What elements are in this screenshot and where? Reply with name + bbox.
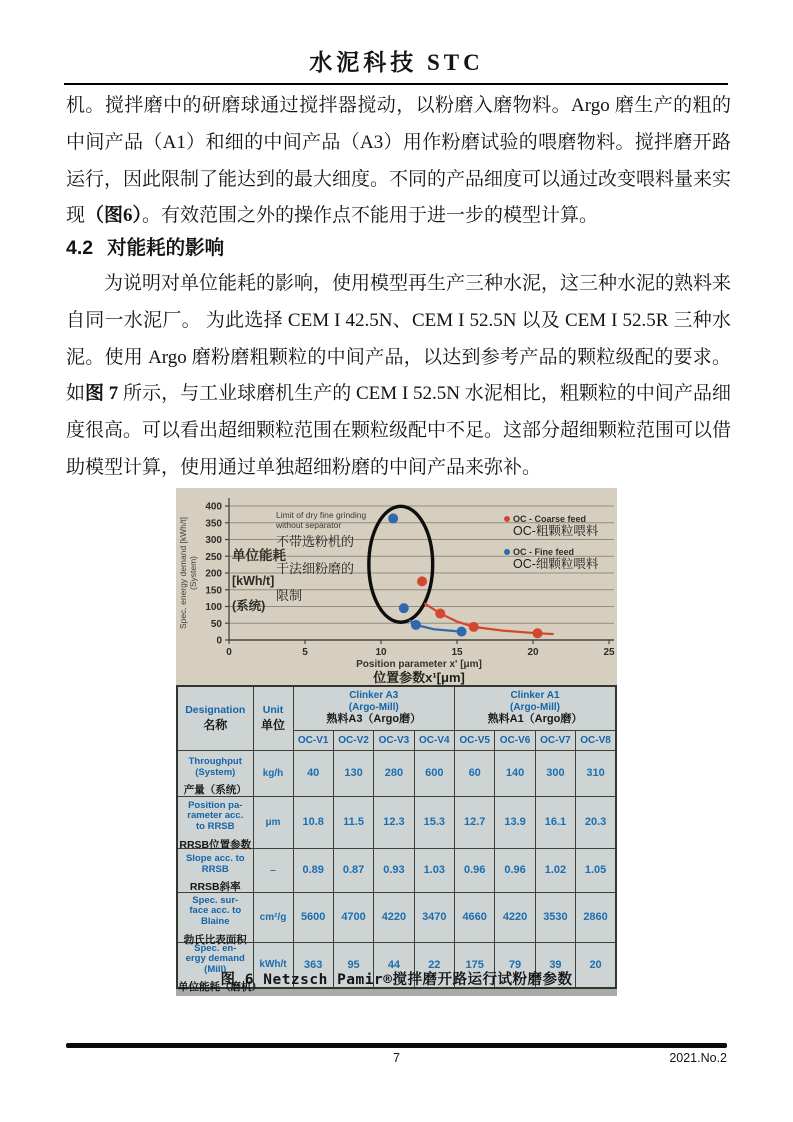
section-number: 4.2 xyxy=(66,237,94,259)
cell-text: 4220 xyxy=(381,911,407,923)
x-tick-label: 0 xyxy=(226,647,232,658)
cell-text: 5600 xyxy=(300,911,326,923)
y-label-inplot: (系统) xyxy=(232,599,266,613)
x-axis-label-en: Position parameter x' [μm] xyxy=(356,659,482,670)
cell-text: 13.9 xyxy=(504,816,526,828)
cell-text: OC-V6 xyxy=(499,734,531,746)
y-tick-label: 400 xyxy=(205,501,222,513)
table-cell xyxy=(455,848,495,892)
cell-text: OC-V1 xyxy=(297,734,329,746)
figure-6 xyxy=(176,488,617,996)
cell-text: 280 xyxy=(384,767,404,779)
table-cell xyxy=(414,892,454,942)
figure-6-reference: （图6） xyxy=(85,205,143,227)
table-cell xyxy=(293,796,333,848)
table-cell xyxy=(293,848,333,892)
cell-text: 12.7 xyxy=(463,816,486,828)
cell-text: 600 xyxy=(425,767,444,779)
cell-text: 0.93 xyxy=(383,864,405,876)
cell-text: 12.3 xyxy=(383,816,405,828)
table-row xyxy=(177,892,616,942)
y-label-inplot: 单位能耗 xyxy=(232,548,286,563)
y-tick-label: 300 xyxy=(205,535,222,546)
x-tick-label: 10 xyxy=(375,647,387,658)
cell-text: OC-V2 xyxy=(338,734,369,746)
y-axis-label-en: Spec. energy demand [kWh/t] xyxy=(178,517,188,629)
cell-text: 3530 xyxy=(543,911,568,923)
annotation-zh: 限制 xyxy=(276,588,303,603)
cell-text: 熟料A1（Argo磨） xyxy=(487,713,583,726)
cell-text: OC-V3 xyxy=(378,734,410,746)
cell-text: 2860 xyxy=(583,911,608,923)
table-cell xyxy=(374,848,414,892)
cell-text: Slope acc. to RRSB xyxy=(185,853,245,875)
cell-text: Spec. sur- face acc. to Blaine xyxy=(189,894,242,928)
table-row xyxy=(177,848,616,892)
cell-text: 4700 xyxy=(341,911,366,923)
cell-text: 4220 xyxy=(502,911,528,923)
annotation-zh: 不带选粉机的 xyxy=(276,534,355,549)
cell-text: 熟料A3（Argo磨） xyxy=(326,713,422,726)
table-cell xyxy=(455,892,495,942)
cell-text: 20.3 xyxy=(584,816,607,828)
cell-text: Position pa- rameter acc. to RRSB xyxy=(187,799,244,833)
cell-text: 79 xyxy=(508,958,522,971)
col-header-unit xyxy=(253,686,293,750)
table-cell xyxy=(576,892,616,942)
y-tick-label: 350 xyxy=(205,518,222,530)
table-cell xyxy=(333,848,373,892)
column-header xyxy=(333,730,373,750)
col-header-designation xyxy=(177,686,253,750)
cell-text: 363 xyxy=(304,958,323,971)
annotation-en: without separator xyxy=(276,520,342,530)
group-header xyxy=(293,686,455,730)
cell-text: 名称 xyxy=(203,717,228,732)
cell-text: 10.8 xyxy=(302,816,324,828)
cell-text: Clinker A1 (Argo-Mill) xyxy=(510,690,560,713)
cell-text: OC-V7 xyxy=(540,734,571,746)
paragraph-1 xyxy=(66,88,731,235)
cell-text: 1.05 xyxy=(584,864,607,876)
row-unit xyxy=(253,892,293,942)
paragraph-2 xyxy=(66,266,731,487)
data-point xyxy=(417,576,427,586)
row-unit xyxy=(253,750,293,796)
row-label xyxy=(177,848,253,892)
table-cell xyxy=(333,750,373,796)
table-cell xyxy=(576,848,616,892)
table-row xyxy=(177,796,616,848)
cell-text: Clinker A3 (Argo-Mill) xyxy=(348,690,399,713)
figure-table xyxy=(176,685,617,994)
cell-text: OC-V5 xyxy=(459,734,490,746)
data-point xyxy=(435,609,445,619)
data-point xyxy=(457,627,467,637)
column-header xyxy=(455,730,495,750)
header-rule xyxy=(64,83,728,85)
data-point xyxy=(533,628,543,638)
cell-text: 39 xyxy=(549,958,562,971)
table-cell xyxy=(495,848,535,892)
y-tick-label: 0 xyxy=(216,635,222,647)
cell-text: RRSB斜率 xyxy=(189,881,241,894)
cell-text: 产量（系统） xyxy=(183,784,247,797)
table-cell xyxy=(293,750,333,796)
table-cell xyxy=(576,750,616,796)
cell-text: RRSB位置参数 xyxy=(179,838,252,851)
table-cell xyxy=(535,796,575,848)
x-tick-label: 15 xyxy=(451,647,463,658)
table-cell xyxy=(293,892,333,942)
table-cell xyxy=(576,796,616,848)
cell-text: 0.96 xyxy=(504,864,526,876)
cell-text: 95 xyxy=(347,958,360,971)
column-header xyxy=(374,730,414,750)
cell-text: 勃氏比表面积 xyxy=(183,933,247,946)
journal-header xyxy=(66,44,727,77)
data-point xyxy=(388,513,398,523)
cell-text: μm xyxy=(265,816,281,828)
cell-text: Spec. en- ergy demand (Mill) xyxy=(185,942,245,975)
cell-text: kWh/t xyxy=(259,959,287,971)
table-cell xyxy=(414,848,454,892)
table-cell xyxy=(333,892,373,942)
cell-text: 60 xyxy=(468,767,481,779)
legend-label-zh: OC-细颗粒喂料 xyxy=(513,557,599,571)
cell-text: 16.1 xyxy=(544,816,567,828)
table-cell xyxy=(535,848,575,892)
table-cell xyxy=(455,750,495,796)
cell-text: – xyxy=(270,864,276,876)
cell-text: 40 xyxy=(307,767,320,779)
cell-text: 4660 xyxy=(462,911,487,923)
x-tick-label: 25 xyxy=(603,647,615,658)
cell-text: 300 xyxy=(546,767,565,779)
paragraph-2-text: 为说明对单位能耗的影响，使用模型再生产三种水泥，这三种水泥的熟料来自同一水泥厂。 为此选择 CEM I 42.5N、CEM I 52.5N 以及 CEM I 52.5R 三种水泥。使用 Argo 磨粉磨粗颗粒的中间产品，以达到参考产品的颗粒级配的要求。如 xyxy=(66,273,732,405)
figure-caption: 图 6 Netzsch Pamir®搅拌磨开路运行试粉磨参数 xyxy=(220,972,573,988)
table-cell xyxy=(374,796,414,848)
y-tick-label: 150 xyxy=(205,585,222,597)
cell-text: 15.3 xyxy=(423,816,446,828)
row-label xyxy=(177,750,253,796)
y-axis-label-en2: (System) xyxy=(188,556,198,590)
figure-chart xyxy=(176,488,617,685)
group-header xyxy=(455,686,617,730)
annotation-en: Limit of dry fine grinding xyxy=(276,510,367,520)
x-tick-label: 20 xyxy=(527,647,539,658)
table-cell xyxy=(414,750,454,796)
cell-text: Designation xyxy=(185,703,246,716)
cell-text: kg/h xyxy=(262,767,284,779)
cell-text: 11.5 xyxy=(343,816,364,828)
section-heading xyxy=(66,232,224,260)
cell-text: 130 xyxy=(344,767,363,779)
table-cell xyxy=(495,892,535,942)
cell-text: 0.87 xyxy=(342,864,365,876)
section-title: 对能耗的影响 xyxy=(107,237,225,259)
issue-label: 2021.No.2 xyxy=(669,1051,727,1065)
table-cell xyxy=(495,750,535,796)
paragraph-1-text-end: 。有效范围之外的操作点不能用于进一步的模型计算。 xyxy=(142,205,599,227)
paragraph-1-text: 机。搅拌磨中的研磨球通过搅拌器搅动，以粉磨入磨物料。Argo 磨生产的粗的中间产品（A1）和细的中间产品（A3）用作粉磨试验的喂磨物料。搅拌磨开路运行，因此限制了能达到的最大细度。不同的产品细度可以通过改变喂料量来实现 xyxy=(66,95,732,227)
legend-marker xyxy=(504,516,510,522)
cell-text: 140 xyxy=(505,767,525,779)
row-unit xyxy=(253,796,293,848)
cell-text: OC-V4 xyxy=(419,734,450,746)
y-tick-label: 50 xyxy=(210,618,222,630)
column-header xyxy=(495,730,535,750)
cell-text: 单位能耗（磨机） xyxy=(178,981,262,994)
table-cell xyxy=(333,796,373,848)
cell-text: 3470 xyxy=(422,911,447,923)
table-cell xyxy=(374,750,414,796)
x-axis-label-zh: 位置参数x¹[μm] xyxy=(373,670,465,685)
cell-text: cm²/g xyxy=(259,911,287,923)
cell-text: 20 xyxy=(589,958,602,971)
legend-label-en: OC - Fine feed xyxy=(513,547,575,557)
cell-text: Throughput (System) xyxy=(188,756,242,778)
cell-text: 310 xyxy=(586,767,605,779)
column-header xyxy=(576,730,616,750)
legend-label-zh: OC-粗颗粒喂料 xyxy=(513,524,599,538)
cell-text: 1.03 xyxy=(423,864,446,876)
y-tick-label: 250 xyxy=(205,551,222,563)
y-label-inplot: [kWh/t] xyxy=(232,574,275,588)
row-label xyxy=(177,796,253,851)
y-tick-label: 100 xyxy=(205,602,222,613)
table-cell xyxy=(535,750,575,796)
x-tick-label: 5 xyxy=(302,647,308,658)
cell-text: 22 xyxy=(428,958,441,971)
figure-7-reference: 图 7 xyxy=(85,383,119,405)
cell-text: 44 xyxy=(387,958,401,971)
table-cell xyxy=(374,892,414,942)
cell-text: Unit xyxy=(262,703,284,716)
table-cell xyxy=(495,796,535,848)
cell-text: 单位 xyxy=(260,717,285,732)
table-cell xyxy=(535,892,575,942)
row-unit xyxy=(253,848,293,892)
legend-marker xyxy=(504,549,510,555)
cell-text: 175 xyxy=(465,958,484,971)
column-header xyxy=(414,730,454,750)
journal-title: 水泥科技 STC xyxy=(309,50,484,75)
column-header xyxy=(535,730,575,750)
legend-label-en: OC - Coarse feed xyxy=(513,514,587,524)
data-point xyxy=(411,620,421,630)
data-point xyxy=(469,622,479,632)
y-tick-label: 200 xyxy=(205,568,222,580)
cell-text: OC-V8 xyxy=(580,734,611,746)
table-cell xyxy=(414,796,454,848)
page-number: 7 xyxy=(393,1051,400,1065)
footer-rule xyxy=(66,1043,727,1048)
paragraph-2-text-end: 所示，与工业球磨机生产的 CEM I 52.5N 水泥相比，粗颗粒的中间产品细度很高。可以看出超细颗粒范围在颗粒级配中不足。这部分超细颗粒范围可以借助模型计算，使用通过单独超细粉磨的中间产品来弥补。 xyxy=(66,383,732,478)
cell-text: 0.96 xyxy=(463,864,486,876)
table-row xyxy=(177,750,616,796)
annotation-zh: 干法细粉磨的 xyxy=(276,561,355,576)
cell-text: 1.02 xyxy=(544,864,567,876)
column-header xyxy=(293,730,333,750)
table-cell xyxy=(455,796,495,848)
data-point xyxy=(399,603,409,613)
row-label xyxy=(177,892,253,946)
cell-text: 0.89 xyxy=(302,864,324,876)
